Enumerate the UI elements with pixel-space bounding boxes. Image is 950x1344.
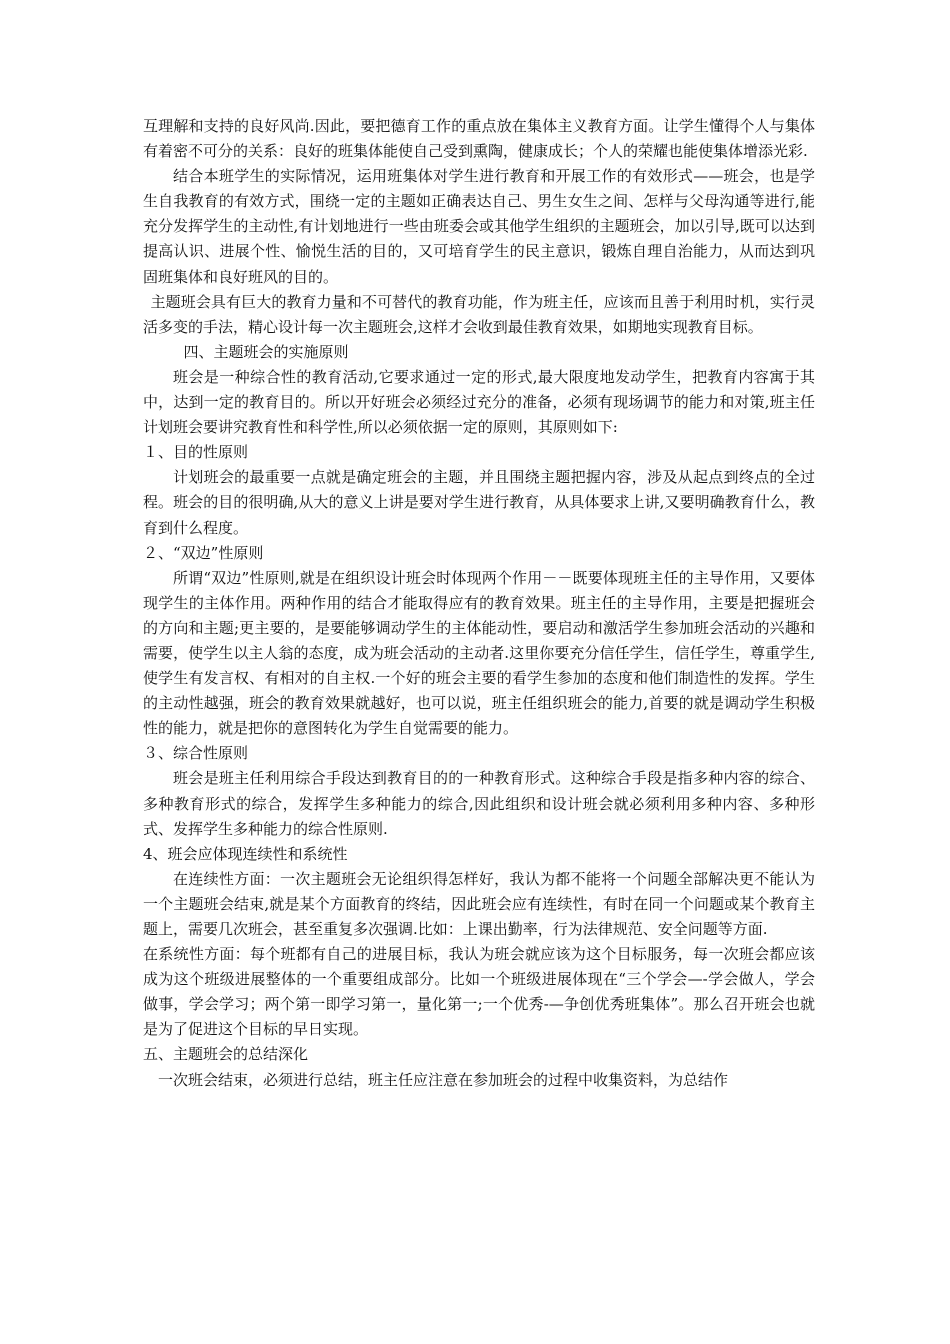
paragraph-continuity: 在连续性方面：一次主题班会无论组织得怎样好，我认为都不能将一个问题全部解决更不能认为一个主题班会结束,就是某个方面教育的终结，因此班会应有连续性，有时在同一个问题或某个教育主题上，需要几次班会，甚至重复多次强调.比如：上课出勤率，行为法律规范、安全问题等方面. xyxy=(143,869,815,938)
principle-heading-1: １、目的性原则 xyxy=(143,443,249,462)
paragraph-principle-2: 所谓“双边”性原则,就是在组织设计班会时体现两个作用－－既要体现班主任的主导作用，又要体现学生的主体作用。两种作用的结合才能取得应有的教育效果。班主任的主导作用，主要是把握班会的方向和主题;更主要的，是要能够调动学生的主体能动性，要启动和激活学生参加班会活动的兴趣和需要，使学生以主人翁的态度，成为班会活动的主动者.这里你要充分信任学生，信任学生，尊重学生,使学生有发言权、有相对的自主权.一个好的班会主要的看学生参加的态度和他们制造性的发挥。学生的主动性越强，班会的教育效果就越好，也可以说，班主任组织班会的能力,首要的就是调动学生积极性的能力，就是把你的意图转化为学生自觉需要的能力。 xyxy=(143,568,815,738)
document-page xyxy=(143,114,815,1093)
principle-heading-3: ３、综合性原则 xyxy=(143,744,249,763)
paragraph-systematic: 在系统性方面：每个班都有自己的进展目标，我认为班会就应该为这个目标服务，每一次班会都应该成为这个班级进展整体的一个重要组成部分。比如一个班级进展体现在“三个学会—-学会做人，学会做事，学会学习；两个第一即学习第一，量化第一;一个优秀-—争创优秀班集体”。那么召开班会也就是为了促进这个目标的早日实现。 xyxy=(143,945,815,1039)
paragraph-class-meeting-form: 结合本班学生的实际情况，运用班集体对学生进行教育和开展工作的有效形式——班会，也是学生自我教育的有效方式，围绕一定的主题如正确表达自己、男生女生之间、怎样与父母沟通等进行,能充分发挥学生的主动性,有计划地进行一些由班委会或其他学生组织的主题班会，加以引导,既可以达到提高认识、进展个性、愉悦生活的目的，又可培育学生的民主意识，锻炼自理自治能力，从而达到巩固班集体和良好班风的目的。 xyxy=(143,167,815,286)
paragraph-principle-3: 班会是班主任利用综合手段达到教育目的的一种教育形式。这种综合手段是指多种内容的综合、多种教育形式的综合，发挥学生多种能力的综合,因此组织和设计班会就必须利用多种内容、多种形式、发挥学生多种能力的综合性原则. xyxy=(143,769,815,838)
paragraph-principle-1: 计划班会的最重要一点就是确定班会的主题，并且围绕主题把握内容，涉及从起点到终点的全过程。班会的目的很明确,从大的意义上讲是要对学生进行教育，从具体要求上讲,又要明确教育什么，教育到什么程度。 xyxy=(143,468,815,537)
paragraph-summary-start: 一次班会结束，必须进行总结，班主任应注意在参加班会的过程中收集资料，为总结作 xyxy=(158,1070,729,1089)
section-heading-4: 四、主题班会的实施原则 xyxy=(183,342,349,361)
paragraph-implementation-intro: 班会是一种综合性的教育活动,它要求通过一定的形式,最大限度地发动学生，把教育内容寓于其中，达到一定的教育目的。所以开好班会必须经过充分的准备，必须有现场调节的能力和对策,班主任计划班会要讲究教育性和科学性,所以必须依据一定的原则，其原则如下: xyxy=(143,367,815,437)
principle-heading-4: 4、班会应体现连续性和系统性 xyxy=(143,844,348,863)
paragraph-class-meeting-power: 主题班会具有巨大的教育力量和不可替代的教育功能，作为班主任，应该而且善于利用时机，实行灵活多变的手法，精心设计每一次主题班会,这样才会收到最佳教育效果，如期地实现教育目标。 xyxy=(143,292,815,336)
paragraph-collective-education: 互理解和支持的良好风尚.因此，要把德育工作的重点放在集体主义教育方面。让学生懂得个人与集体有着密不可分的关系：良好的班集体能使自己受到熏陶，健康成长；个人的荣耀也能使集体增添光彩. xyxy=(143,117,815,161)
section-heading-5: 五、主题班会的总结深化 xyxy=(143,1045,309,1064)
principle-heading-2: ２、“双边”性原则 xyxy=(143,543,264,562)
